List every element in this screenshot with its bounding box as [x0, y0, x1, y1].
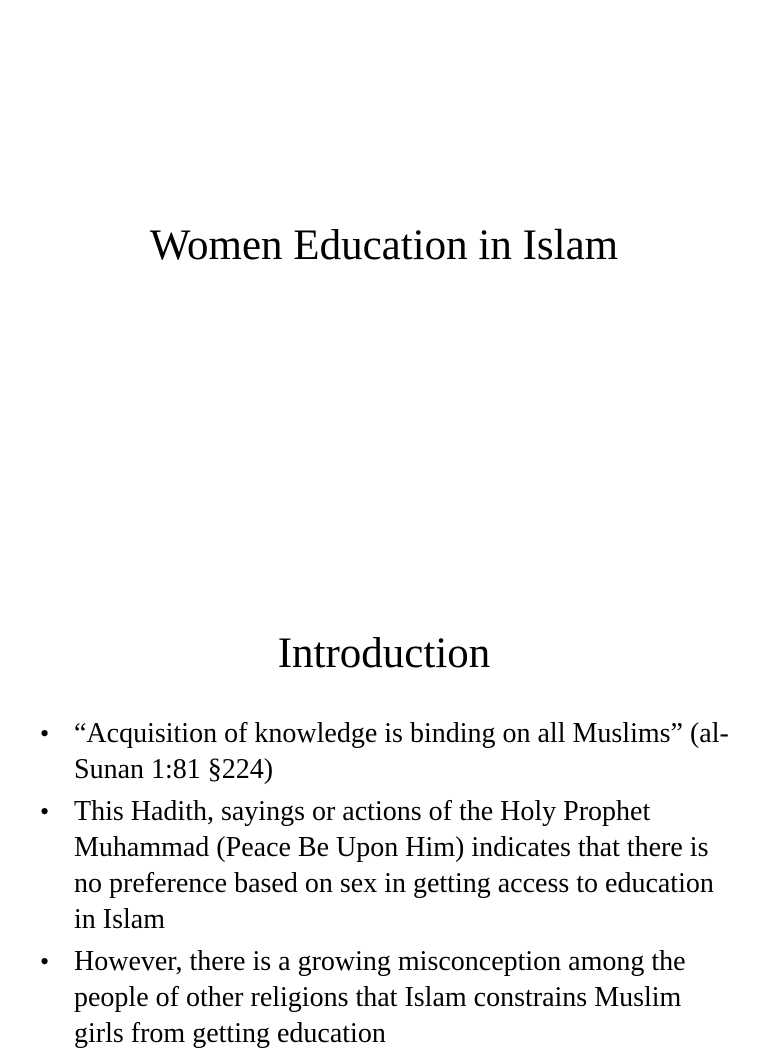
bullet-item	[40, 944, 730, 1052]
section-heading: Introduction	[277, 630, 491, 677]
introduction-slide	[0, 576, 768, 1049]
bullet-icon: •	[40, 797, 50, 826]
bullet-icon: •	[40, 947, 50, 976]
bullet-list	[40, 716, 730, 1058]
bullet-icon: •	[40, 719, 50, 748]
bullet-text: However, there is a growing misconception among the people of other religions that Islam constrains Muslim girls from getting education	[74, 946, 686, 1049]
bullet-item	[40, 794, 730, 938]
bullet-text: This Hadith, sayings or actions of the Holy Prophet Muhammad (Peace Be Upon Him) indicates that there is no preference based on sex in getting access to education in Islam	[74, 796, 714, 935]
slide-title: Women Education in Islam	[149, 222, 619, 269]
bullet-item	[40, 716, 730, 788]
bullet-text: “Acquisition of knowledge is binding on all Muslims” (al-Sunan 1:81 §224)	[74, 718, 729, 785]
